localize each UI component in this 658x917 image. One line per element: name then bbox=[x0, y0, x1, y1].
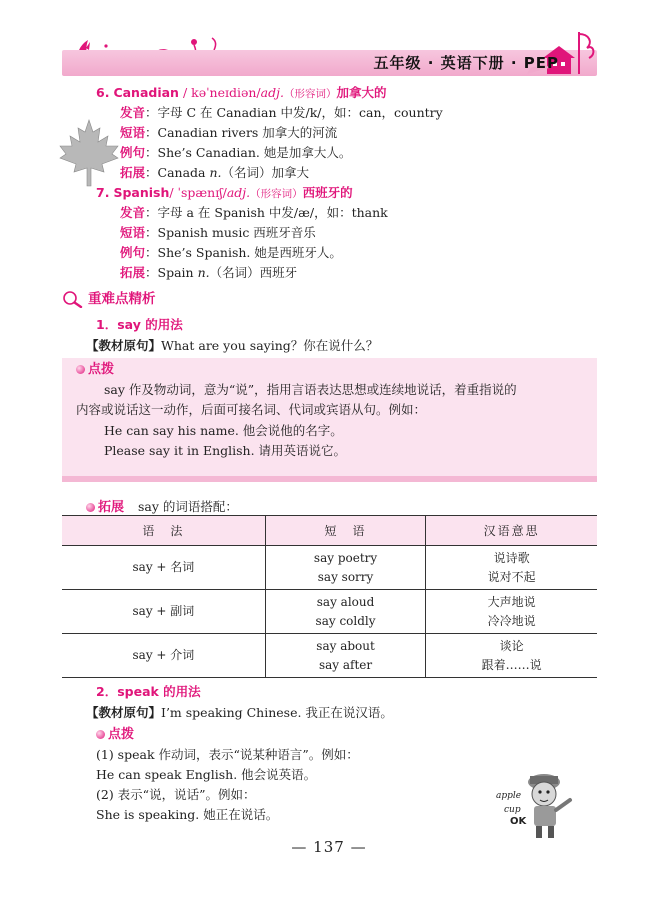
point2-text-line: (2) 表示“说，说话”。例如： bbox=[96, 787, 256, 802]
grammar-cell: say + 介词 bbox=[62, 634, 265, 678]
grammar-cell: say + 名词 bbox=[62, 546, 265, 590]
phrase-cell: say about say after bbox=[265, 634, 426, 678]
vocab-7-heading: 7. Spanish/ ˈspænɪʃ/adj.（形容词）西班牙的 bbox=[96, 185, 353, 200]
cartoon-word: OK bbox=[510, 816, 527, 827]
grammar-cell: say + 副词 bbox=[62, 590, 265, 634]
bullet-icon bbox=[86, 503, 95, 512]
section-heading: 重难点精析 bbox=[62, 287, 156, 308]
tip-label: 点拨 bbox=[76, 361, 114, 378]
point1-heading: 1．say 的用法 bbox=[96, 317, 183, 332]
phonetic: / kəˈneɪdiən/ bbox=[182, 85, 261, 100]
vocab-6-row-extension: 拓展：Canada n.（名词）加拿大 bbox=[120, 165, 310, 180]
table-header: 短 语 bbox=[265, 516, 426, 546]
meaning-cell: 谈论 跟着……说 bbox=[426, 634, 597, 678]
vocab-word: Canadian bbox=[113, 85, 179, 100]
example-sentence: He can say his name. 他会说他的名字。 bbox=[104, 423, 343, 438]
table-header-row bbox=[62, 516, 597, 546]
table-header: 语 法 bbox=[62, 516, 265, 546]
extension-label: 拓展 say 的词语搭配： bbox=[86, 499, 238, 516]
cartoon-word: apple bbox=[496, 791, 522, 801]
point2-text-line: (1) speak 作动词，表示“说某种语言”。例如： bbox=[96, 747, 359, 762]
vocab-meaning: 西班牙的 bbox=[302, 185, 353, 200]
meaning-cell: 说诗歌 说对不起 bbox=[426, 546, 597, 590]
tip-text-line: say 作及物动词，意为“说”，指用言语表达思想或连续地说话，着重指说的 bbox=[104, 382, 517, 397]
point1-source-sentence: 【教材原句】What are you saying？你在说什么？ bbox=[86, 338, 379, 353]
maple-leaf-icon bbox=[58, 118, 120, 188]
tip-label: 点拨 bbox=[96, 726, 134, 743]
cartoon-illustration bbox=[496, 760, 576, 843]
phonetic: / ˈspænɪʃ/ bbox=[169, 185, 227, 200]
table-row bbox=[62, 634, 597, 678]
collocation-table bbox=[62, 515, 597, 678]
vocab-7-row-pronunciation: 发音：字母 a 在 Spanish 中发/æ/，如：thank bbox=[120, 205, 388, 220]
vocab-7-row-example: 例句：She’s Spanish. 她是西班牙人。 bbox=[120, 245, 342, 260]
table-row bbox=[62, 546, 597, 590]
point2-text-line: She is speaking. 她正在说话。 bbox=[96, 807, 279, 822]
table-header: 汉语意思 bbox=[426, 516, 597, 546]
vocab-7-row-phrase: 短语：Spanish music 西班牙音乐 bbox=[120, 225, 316, 240]
phrase-cell: say poetry say sorry bbox=[265, 546, 426, 590]
point2-text-line: He can speak English. 他会说英语。 bbox=[96, 767, 317, 782]
cartoon-word: cup bbox=[504, 805, 521, 815]
vocab-6-row-phrase: 短语：Canadian rivers 加拿大的河流 bbox=[120, 125, 338, 140]
page-header bbox=[62, 28, 597, 78]
point2-heading: 2．speak 的用法 bbox=[96, 684, 201, 699]
meaning-cell: 大声地说 冷冷地说 bbox=[426, 590, 597, 634]
vocab-meaning: 加拿大的 bbox=[336, 85, 387, 100]
vocab-6-row-example: 例句：She’s Canadian. 她是加拿大人。 bbox=[120, 145, 352, 160]
bullet-icon bbox=[76, 365, 85, 374]
phrase-cell: say aloud say coldly bbox=[265, 590, 426, 634]
table-row bbox=[62, 590, 597, 634]
bullet-icon bbox=[96, 730, 105, 739]
magnifier-icon bbox=[62, 290, 84, 308]
page-number: — 137 — bbox=[291, 838, 367, 856]
tip-box-shadow bbox=[62, 476, 597, 482]
vocab-6-row-pronunciation: 发音：字母 C 在 Canadian 中发/k/，如：can，country bbox=[120, 105, 443, 120]
point2-source-sentence: 【教材原句】I’m speaking Chinese. 我正在说汉语。 bbox=[86, 705, 393, 720]
vocab-7-row-extension: 拓展：Spain n.（名词）西班牙 bbox=[120, 265, 298, 280]
vocab-6-heading: 6. Canadian / kəˈneɪdiən/adj.（形容词）加拿大的 bbox=[96, 85, 387, 100]
vocab-word: Spanish bbox=[113, 185, 170, 200]
tip-text-line: 内容或说话这一动作，后面可接名词、代词或宾语从句。例如： bbox=[76, 402, 427, 417]
header-title: 五年级 · 英语下册 · PEP bbox=[373, 54, 559, 72]
example-sentence: Please say it in English. 请用英语说它。 bbox=[104, 443, 347, 458]
